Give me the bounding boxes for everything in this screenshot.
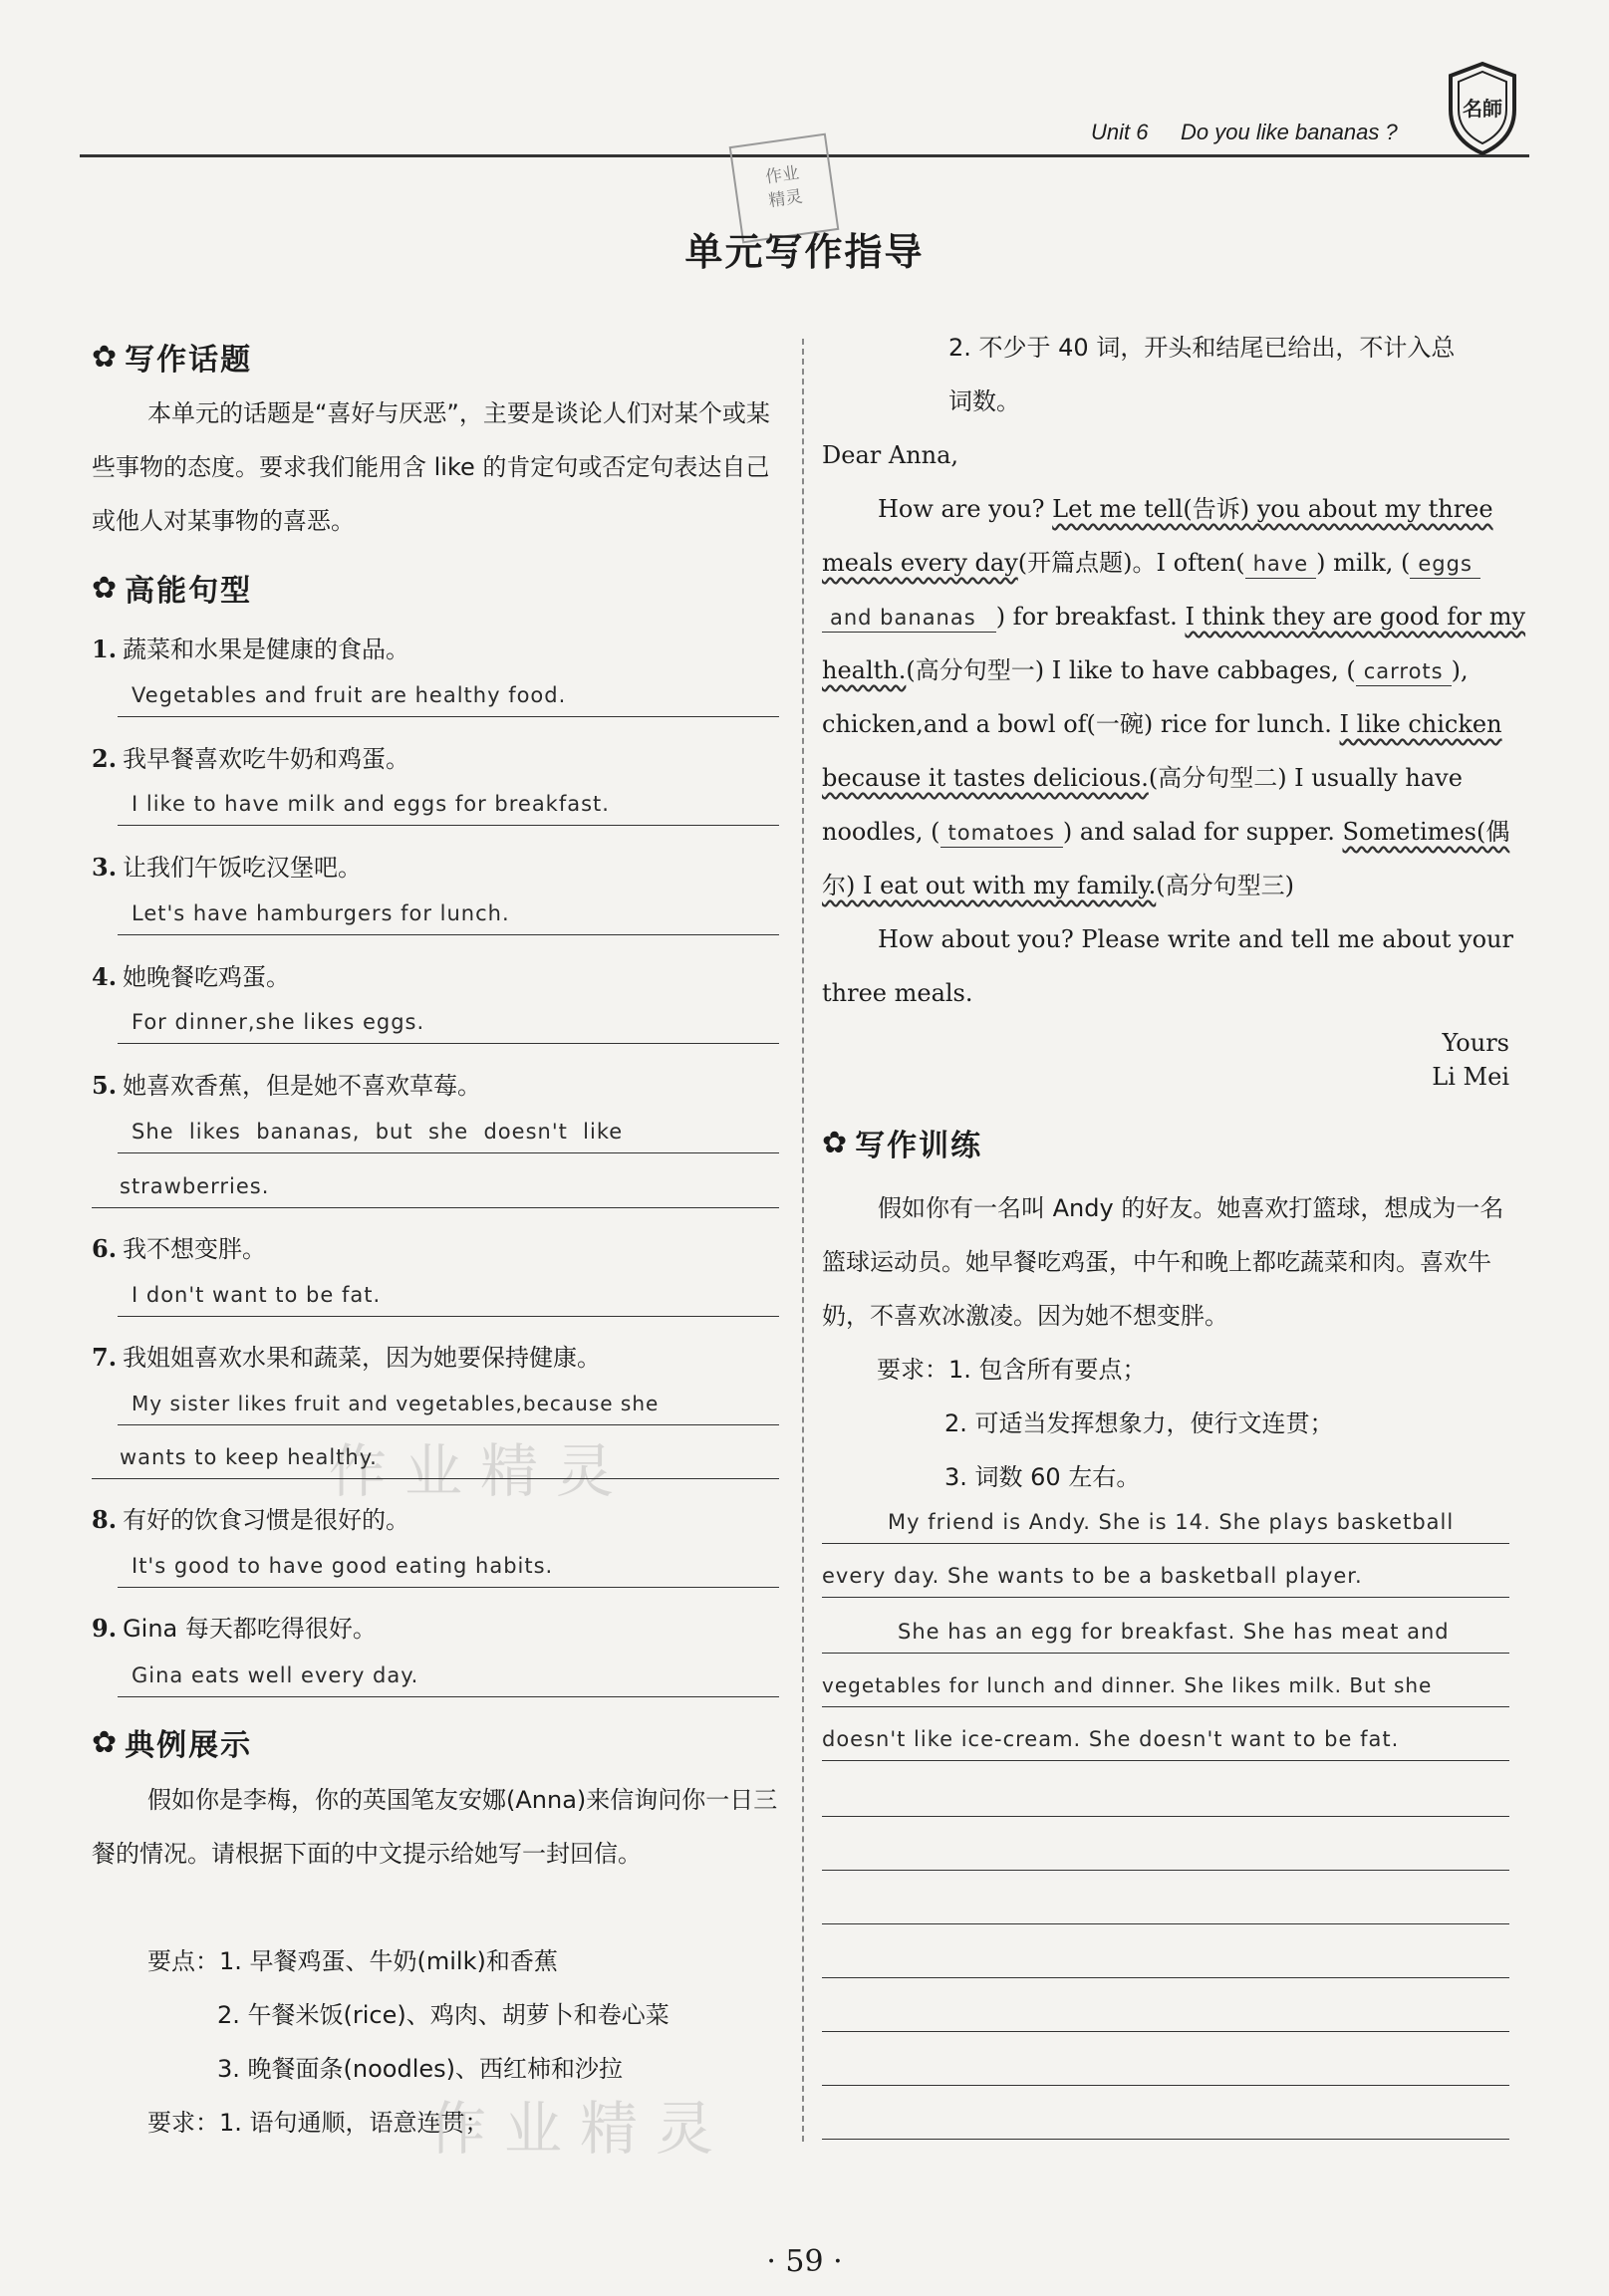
topic-heading [92,335,252,379]
sentence-item-6: 6. 我不想变胖。 [92,1234,267,1263]
practice-heading-text: 写作训练 [855,1129,983,1163]
page-title: 单元写作指导 [684,230,925,274]
logo-text: 名師 [1463,97,1502,121]
example-point-2: 2. 午餐米饭(rice)、鸡肉、胡萝卜和卷心菜 [217,2001,670,2029]
flower-icon: ✿ [92,570,120,606]
practice-reqs: 要求：1. 包含所有要点； [877,1356,1147,1384]
blank-have: have [1245,550,1317,579]
blank-writing-line [822,2052,1509,2086]
answer-6: I don't want to be fat. [118,1283,779,1317]
practice-heading [822,1121,982,1164]
sentence-item-7: 7. 我姐姐喜欢水果和蔬菜，因为她要保持健康。 [92,1343,602,1372]
topic-heading-text: 写作话题 [125,343,253,378]
blank-eggs: eggs [1410,550,1480,579]
blank-carrots: carrots [1356,657,1452,686]
example-heading-text: 典例展示 [125,1728,253,1763]
sentence-item-9: 9. Gina 每天都吃得很好。 [92,1614,377,1643]
blank-writing-line [822,1837,1509,1871]
sentence-item-1: 1. 蔬菜和水果是健康的食品。 [92,635,410,663]
sentences-heading-text: 高能句型 [125,574,253,609]
practice-intro: 假如你有一名叫 Andy 的好友。她喜欢打篮球，想成为一名篮球运动员。她早餐吃鸡蛋，中午和晚上都吃蔬菜和肉。喜欢牛奶，不喜欢冰激凌。因为她不想变胖。 [822,1194,1504,1330]
watermark-2: 作业精灵 [428,2095,732,2163]
blank-writing-line [822,2106,1509,2140]
flower-icon: ✿ [92,339,120,375]
answer-5: She likes bananas, but she doesn't like [118,1120,779,1153]
blank-writing-line [822,1998,1509,2032]
answer-1: Vegetables and fruit are healthy food. [118,683,779,717]
answer-8: It's good to have good eating habits. [118,1554,779,1588]
blank-writing-line [822,1783,1509,1817]
example-intro: 假如你是李梅，你的英国笔友安娜(Anna)来信询问你一日三餐的情况。请根据下面的中文提示给她写一封回信。 [92,1786,778,1868]
example-points: 要点：1. 早餐鸡蛋、牛奶(milk)和香蕉 [147,1947,558,1975]
answer-4: For dinner,she likes eggs. [118,1010,779,1044]
sentence-item-3: 3. 让我们午饭吃汉堡吧。 [92,853,363,882]
practice-req-3: 3. 词数 60 左右。 [944,1463,1141,1491]
answer-7: My sister likes fruit and vegetables,because she [118,1392,779,1425]
answer-7-cont: wants to keep healthy. [92,1445,779,1479]
sentence-item-8: 8. 有好的饮食习惯是很好的。 [92,1505,410,1534]
answer-5-cont: strawberries. [92,1174,779,1208]
letter-closing: Yours Li Mei [1432,1029,1509,1091]
blank-bananas: and bananas [822,604,996,633]
stamp-line-1: 作业 [763,162,801,188]
flower-icon: ✿ [822,1125,850,1160]
shield-logo-icon [1443,58,1522,157]
header-unit: Unit 6 [1091,120,1149,144]
stamp-line-2: 精灵 [767,186,804,212]
example-point-3: 3. 晚餐面条(noodles)、西红柿和沙拉 [217,2055,624,2083]
example-heading [92,1720,252,1764]
practice-req-2: 2. 可适当发挥想象力，使行文连贯； [944,1409,1334,1437]
practice-answer-line-3: She has an egg for breakfast. She has meat and [822,1620,1509,1654]
column-divider [802,339,804,2142]
example-req-2-cont: 词数。 [948,387,1020,415]
practice-answer-line-5: doesn't like ice-cream. She doesn't want to be fat. [822,1727,1509,1761]
example-req-2: 2. 不少于 40 词，开头和结尾已给出，不计入总 [948,334,1456,362]
answer-9: Gina eats well every day. [118,1663,779,1697]
page-number: · 59 · [766,2244,843,2279]
letter-greeting: Dear Anna, [822,441,959,469]
blank-writing-line [822,1891,1509,1924]
sentence-item-4: 4. 她晚餐吃鸡蛋。 [92,962,291,991]
letter-body: How are you? Let me tell(告诉) you about my three meals every day(开篇点题)。I often( have ) milk, ( eggs and bananas ) for breakfast. I think they are good for my health.(高分句型一) I like to have cabbages, ( carrots ), chicken,and a bowl of(一碗) rice for lunch. I like chicken because it tastes delicious.(高分句型二) I usually have noodles, ( tomatoes ) and salad for supper. Sometimes(偶 尔) I eat out with my family.(高分句型三) How about you? Please write and tell me about your three meals. [822,495,1526,1007]
example-reqs: 要求：1. 语句通顺，语意连贯； [147,2109,489,2137]
blank-writing-line [822,1944,1509,1978]
watermark-1: 作业精灵 [329,1437,633,1505]
sentence-item-5: 5. 她喜欢香蕉，但是她不喜欢草莓。 [92,1071,482,1100]
practice-answer-line-1: My friend is Andy. She is 14. She plays basketball [822,1510,1509,1544]
practice-answer-line-4: vegetables for lunch and dinner. She likes milk. But she [822,1673,1509,1707]
sentence-item-2: 2. 我早餐喜欢吃牛奶和鸡蛋。 [92,744,410,773]
practice-answer-line-2: every day. She wants to be a basketball player. [822,1564,1509,1598]
answer-2: I like to have milk and eggs for breakfast. [118,792,779,826]
topic-text: 本单元的话题是“喜好与厌恶”，主要是谈论人们对某个或某些事物的态度。要求我们能用含 like 的肯定句或否定句表达自己或他人对某事物的喜恶。 [92,399,770,535]
blank-tomatoes: tomatoes [940,819,1063,848]
flower-icon: ✿ [92,1724,120,1760]
header-title: Do you like bananas ? [1181,120,1398,144]
answer-3: Let's have hamburgers for lunch. [118,901,779,935]
sentences-heading [92,566,252,610]
